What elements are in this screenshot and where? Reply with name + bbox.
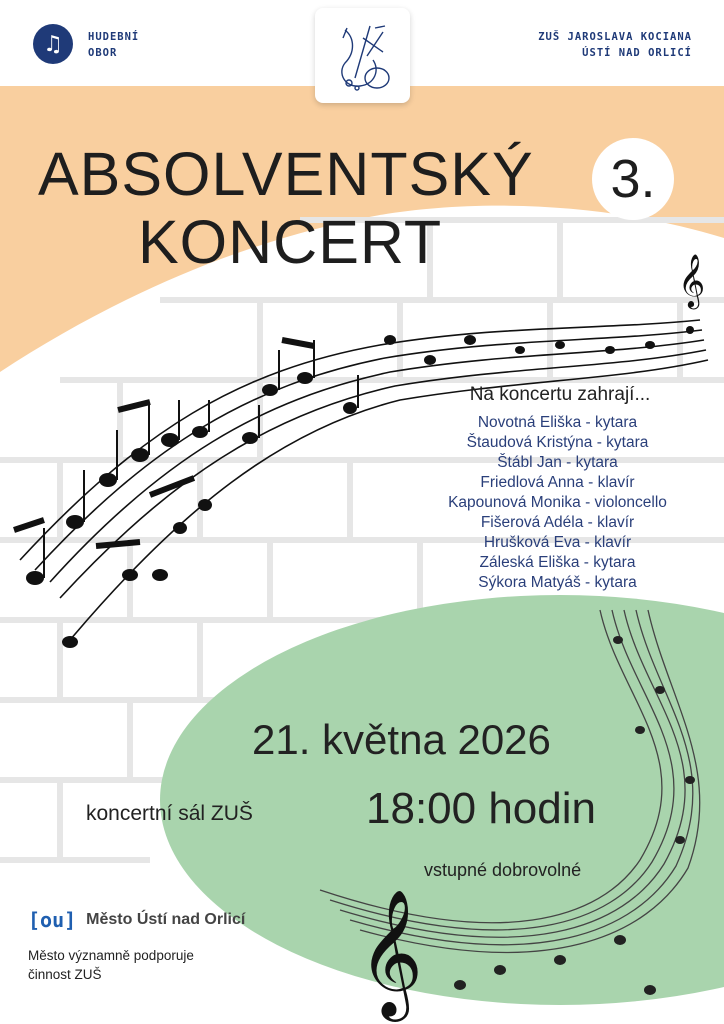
- school-line1: ZUŠ JAROSLAVA KOCIANA: [538, 31, 692, 43]
- svg-text:𝄞: 𝄞: [358, 888, 424, 1016]
- svg-text:𝄞: 𝄞: [678, 253, 706, 307]
- music-note-icon: ♫: [33, 24, 73, 64]
- list-item: Friedlová Anna - klavír: [480, 474, 635, 491]
- list-item: Záleská Eliška - kytara: [479, 554, 636, 571]
- list-item: Sýkora Matyáš - kytara: [478, 574, 637, 591]
- page-title: [38, 140, 598, 276]
- list-item: Štaudová Kristýna - kytara: [466, 434, 649, 451]
- header: [0, 0, 724, 86]
- performers-heading: Na koncertu zahrají...: [469, 384, 651, 405]
- list-item: Štábl Jan - kytara: [497, 454, 618, 471]
- event-date: 21. května 2026: [252, 716, 551, 763]
- entry-note: vstupné dobrovolné: [424, 860, 582, 880]
- performers-list: [405, 413, 710, 593]
- school-line2: ÚSTÍ NAD ORLICÍ: [582, 47, 692, 59]
- department-label: [88, 29, 139, 61]
- title-line2: KONCERT: [138, 208, 443, 276]
- event-venue: koncertní sál ZUŠ: [86, 802, 253, 825]
- list-item: Novotná Eliška - kytara: [477, 414, 638, 431]
- department-line1: HUDEBNÍ: [88, 31, 140, 43]
- list-item: Kapounová Monika - violoncello: [448, 494, 667, 511]
- list-item: Fišerová Adéla - klavír: [480, 514, 635, 531]
- school-emblem: [315, 8, 410, 103]
- edition-badge: 3.: [592, 138, 674, 220]
- city-logo: [28, 908, 245, 932]
- list-item: Hrušková Eva - klavír: [483, 534, 632, 551]
- school-label: [538, 29, 692, 61]
- department-line2: OBOR: [88, 47, 118, 59]
- city-name: Město Ústí nad Orlicí: [86, 911, 246, 928]
- title-line1: ABSOLVENTSKÝ: [38, 140, 534, 208]
- city-mark: [ou]: [28, 908, 77, 932]
- support-text: Město významně podporuje činnost ZUŠ: [28, 948, 194, 982]
- event-time: 18:00 hodin: [366, 784, 596, 833]
- instruments-icon: [315, 8, 410, 103]
